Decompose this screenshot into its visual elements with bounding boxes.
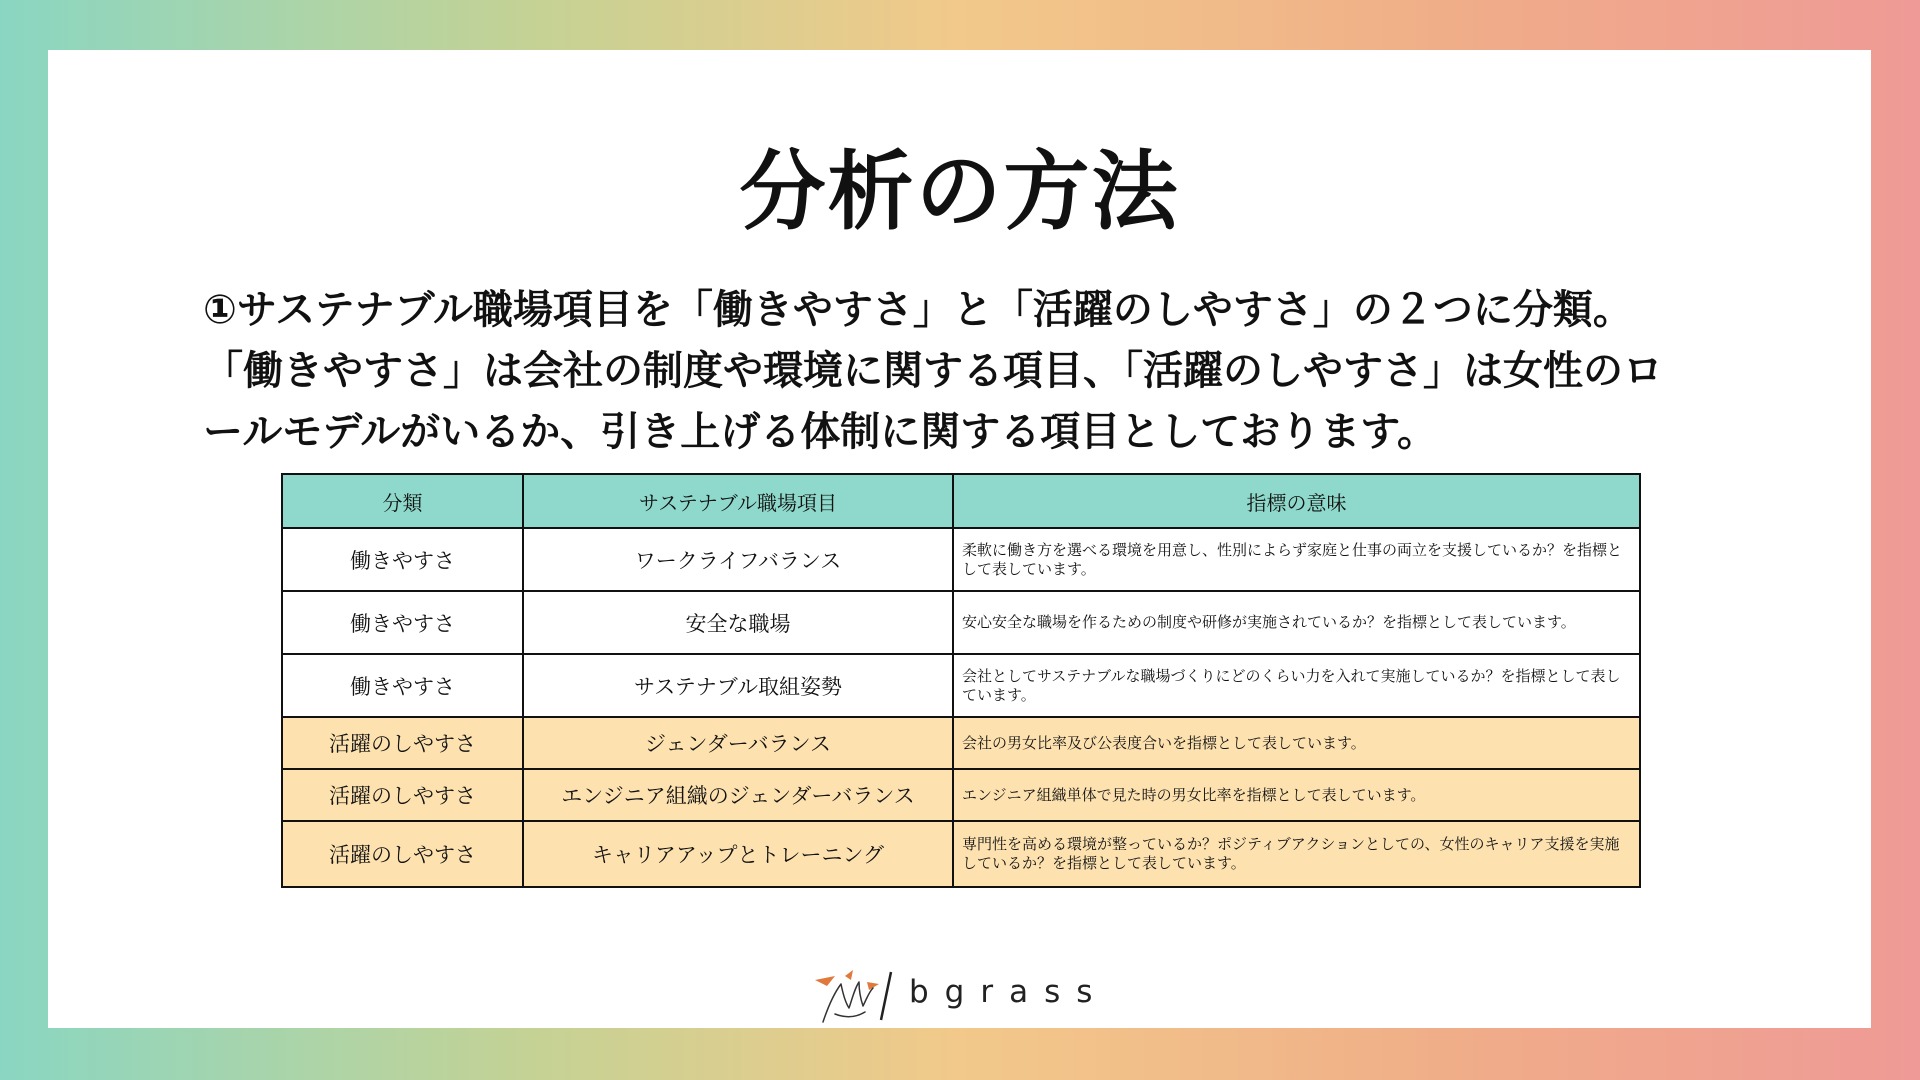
row-item: ワークライフバランス: [523, 528, 953, 591]
page-title: 分析の方法: [739, 142, 1180, 242]
table-row: [282, 769, 1640, 821]
row-category: 活躍のしやすさ: [282, 821, 523, 887]
table-row: [282, 528, 1640, 591]
row-meaning: 会社としてサステナブルな職場づくりにどのくらい力を入れて実施しているか？を指標として表しています。: [953, 654, 1640, 717]
lead-line-2: 「働きやすさ」は会社の制度や環境に関する項目、「活躍のしやすさ」は女性のロ: [203, 348, 1663, 394]
row-category: 働きやすさ: [282, 528, 523, 591]
table-row: [282, 654, 1640, 717]
header-category: 分類: [282, 474, 523, 528]
row-meaning: 会社の男女比率及び公表度合いを指標として表しています。: [953, 717, 1640, 769]
row-item: サステナブル取組姿勢: [523, 654, 953, 717]
row-item: エンジニア組織のジェンダーバランス: [523, 769, 953, 821]
lead-paragraph: [203, 280, 1883, 463]
header-item: サステナブル職場項目: [523, 474, 953, 528]
row-category: 働きやすさ: [282, 591, 523, 654]
row-item: 安全な職場: [523, 591, 953, 654]
lead-line-1: ①サステナブル職場項目を「働きやすさ」と「活躍のしやすさ」の２つに分類。: [203, 287, 1633, 333]
table-header-row: [282, 474, 1640, 528]
table-row: [282, 717, 1640, 769]
table-row: [282, 821, 1640, 887]
row-category: 働きやすさ: [282, 654, 523, 717]
table-row: [282, 591, 1640, 654]
row-meaning: 専門性を高める環境が整っているか？ポジティブアクションとしての、女性のキャリア支援を実施しているか？を指標として表しています。: [953, 821, 1640, 887]
row-item: ジェンダーバランス: [523, 717, 953, 769]
lead-line-3: ールモデルがいるか、引き上げる体制に関する項目としております。: [203, 409, 1437, 455]
row-item: キャリアアップとトレーニング: [523, 821, 953, 887]
hand-leaf-logo-icon: [805, 962, 905, 1030]
row-category: 活躍のしやすさ: [282, 717, 523, 769]
logo-text: bgrass: [909, 974, 1109, 1010]
row-meaning: 安心安全な職場を作るための制度や研修が実施されているか？を指標として表しています。: [953, 591, 1640, 654]
classification-table: [281, 473, 1641, 888]
row-category: 活躍のしやすさ: [282, 769, 523, 821]
row-meaning: 柔軟に働き方を選べる環境を用意し、性別によらず家庭と仕事の両立を支援しているか？を指標として表しています。: [953, 528, 1640, 591]
row-meaning: エンジニア組織単体で見た時の男女比率を指標として表しています。: [953, 769, 1640, 821]
header-meaning: 指標の意味: [953, 474, 1640, 528]
bgrass-logo: [805, 962, 1109, 1030]
